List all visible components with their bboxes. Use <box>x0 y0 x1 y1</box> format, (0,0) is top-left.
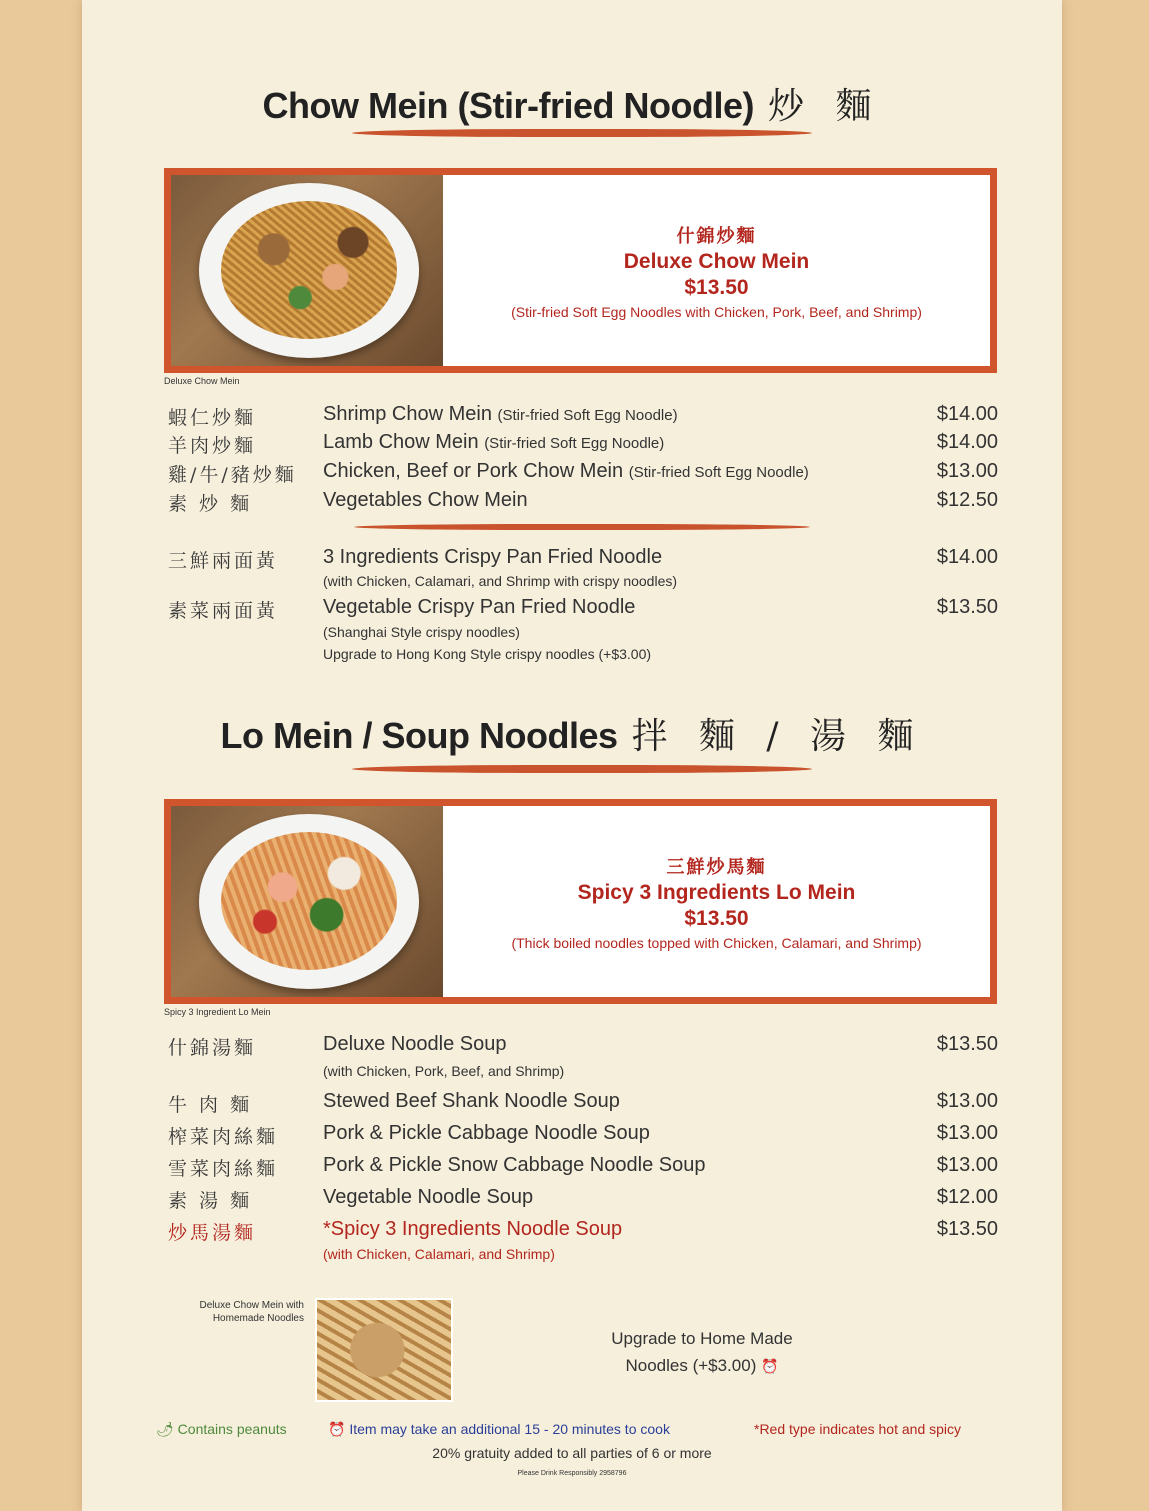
deluxe-chow-mein-photo <box>171 175 443 366</box>
item-price: $14.00 <box>936 431 998 453</box>
menu-item <box>168 546 998 596</box>
menu-item <box>168 431 998 459</box>
chow-mein-title-en: Chow Mein (Stir-fried Noodle) <box>262 85 754 126</box>
item-description: (Shanghai Style crispy noodles) <box>323 624 520 640</box>
item-zh: 蝦仁炒麵 <box>168 407 257 429</box>
chow-mein-title <box>82 78 1062 129</box>
feature-price: $13.50 <box>684 906 749 930</box>
item-name: Stewed Beef Shank Noodle Soup <box>323 1090 620 1112</box>
item-zh: 牛 肉 麵 <box>168 1094 253 1116</box>
menu-item <box>168 460 998 488</box>
upgrade-line2: Noodles (+$3.00) ⏰ <box>625 1356 779 1375</box>
chow-mein-title-zh: 炒 麵 <box>768 86 882 127</box>
item-zh: 素 湯 麵 <box>168 1190 253 1212</box>
homemade-noodles-photo <box>315 1298 453 1402</box>
photo-caption: Deluxe Chow Mein <box>164 376 240 386</box>
feature-zh: 三鮮炒馬麵 <box>666 856 767 878</box>
item-name: Vegetable Noodle Soup <box>323 1186 534 1208</box>
lo-mein-title <box>82 708 1062 759</box>
photo-caption: Spicy 3 Ingredient Lo Mein <box>164 1007 271 1017</box>
menu-item <box>168 403 998 431</box>
item-price: $13.00 <box>936 1122 998 1144</box>
fine-print: Please Drink Responsibly 2958796 <box>517 1470 627 1477</box>
item-price: $13.50 <box>936 1218 998 1240</box>
item-price: $13.00 <box>936 460 998 482</box>
item-zh: 榨菜肉絲麵 <box>168 1126 279 1148</box>
item-zh: 雞/牛/豬炒麵 <box>168 464 297 486</box>
clock-icon: ⏰ <box>328 1421 346 1437</box>
item-price: $13.50 <box>936 1033 998 1055</box>
feature-zh: 什錦炒麵 <box>676 225 757 247</box>
feature-name: Spicy 3 Ingredients Lo Mein <box>577 880 856 904</box>
item-name: Deluxe Noodle Soup <box>323 1033 507 1055</box>
feature-name: Deluxe Chow Mein <box>623 249 810 273</box>
item-price: $12.50 <box>936 489 998 511</box>
item-upgrade-note: Upgrade to Hong Kong Style crispy noodles (+$3.00) <box>323 646 652 662</box>
item-name: Lamb Chow Mein (Stir-fried Soft Egg Noodle) <box>323 431 665 453</box>
peanuts-legend: 🌶︎ Contains peanuts <box>156 1421 287 1437</box>
plate-image <box>199 183 419 358</box>
item-name: Vegetables Chow Mein <box>323 489 528 511</box>
item-zh: 素菜兩面黃 <box>168 600 279 622</box>
lo-mein-title-en: Lo Mein / Soup Noodles <box>220 715 618 756</box>
lo-mein-title-zh: 拌 麵 / 湯 麵 <box>631 716 924 757</box>
menu-item <box>168 1154 998 1184</box>
item-price: $13.00 <box>936 1090 998 1112</box>
spicy-legend: *Red type indicates hot and spicy <box>754 1421 962 1437</box>
item-zh: 羊肉炒麵 <box>168 435 257 457</box>
item-description: (with Chicken, Calamari, and Shrimp) <box>323 1246 555 1262</box>
feature-info <box>443 806 990 997</box>
item-price: $12.00 <box>936 1186 998 1208</box>
item-name: Chicken, Beef or Pork Chow Mein (Stir-fried Soft Egg Noodle) <box>323 460 809 482</box>
leaf-icon: 🌶︎ <box>156 1421 174 1437</box>
item-name: Vegetable Crispy Pan Fried Noodle <box>323 596 636 618</box>
item-name: 3 Ingredients Crispy Pan Fried Noodle <box>323 546 663 568</box>
bowl-image <box>199 814 419 989</box>
menu-item <box>168 596 998 668</box>
brush-divider <box>351 765 812 773</box>
menu-item <box>168 1090 998 1120</box>
upgrade-line1: Upgrade to Home Made <box>611 1329 793 1348</box>
menu-item <box>168 1122 998 1152</box>
feature-price: $13.50 <box>684 275 749 299</box>
featured-spicy-lo-mein <box>164 799 997 1004</box>
menu-page <box>82 0 1062 1511</box>
item-description: (with Chicken, Pork, Beef, and Shrimp) <box>323 1063 565 1079</box>
item-name: *Spicy 3 Ingredients Noodle Soup <box>323 1218 623 1240</box>
item-price: $13.00 <box>936 1154 998 1176</box>
featured-deluxe-chow-mein <box>164 168 997 373</box>
homemade-upgrade <box>552 1325 852 1380</box>
gratuity-note: 20% gratuity added to all parties of 6 or more <box>432 1445 712 1461</box>
menu-item <box>168 489 998 517</box>
clock-icon: ⏰ <box>761 1358 779 1374</box>
item-name: Shrimp Chow Mein (Stir-fried Soft Egg Noodle) <box>323 403 678 425</box>
menu-item-spicy <box>168 1218 998 1268</box>
menu-item <box>168 1186 998 1216</box>
feature-desc: (Thick boiled noodles topped with Chicken, Calamari, and Shrimp) <box>511 934 922 951</box>
brush-divider <box>354 524 811 530</box>
item-name: Pork & Pickle Snow Cabbage Noodle Soup <box>323 1154 706 1176</box>
homemade-caption: Deluxe Chow Mein with Homemade Noodles <box>199 1300 304 1324</box>
item-description: (with Chicken, Calamari, and Shrimp with crispy noodles) <box>323 573 678 589</box>
item-zh: 炒馬湯麵 <box>168 1222 257 1244</box>
feature-desc: (Stir-fried Soft Egg Noodles with Chicken, Pork, Beef, and Shrimp) <box>511 303 922 320</box>
item-name: Pork & Pickle Cabbage Noodle Soup <box>323 1122 650 1144</box>
item-price: $14.00 <box>936 403 998 425</box>
item-zh: 什錦湯麵 <box>168 1037 257 1059</box>
item-zh: 素 炒 麵 <box>168 493 253 515</box>
menu-item <box>168 1033 998 1085</box>
time-legend: ⏰ Item may take an additional 15 - 20 minutes to cook <box>328 1421 670 1437</box>
item-zh: 三鮮兩面黃 <box>168 550 279 572</box>
brush-divider <box>351 129 812 137</box>
item-zh: 雪菜肉絲麵 <box>168 1158 279 1180</box>
item-price: $14.00 <box>936 546 998 568</box>
feature-info <box>443 175 990 366</box>
spicy-lo-mein-photo <box>171 806 443 997</box>
item-price: $13.50 <box>936 596 998 618</box>
